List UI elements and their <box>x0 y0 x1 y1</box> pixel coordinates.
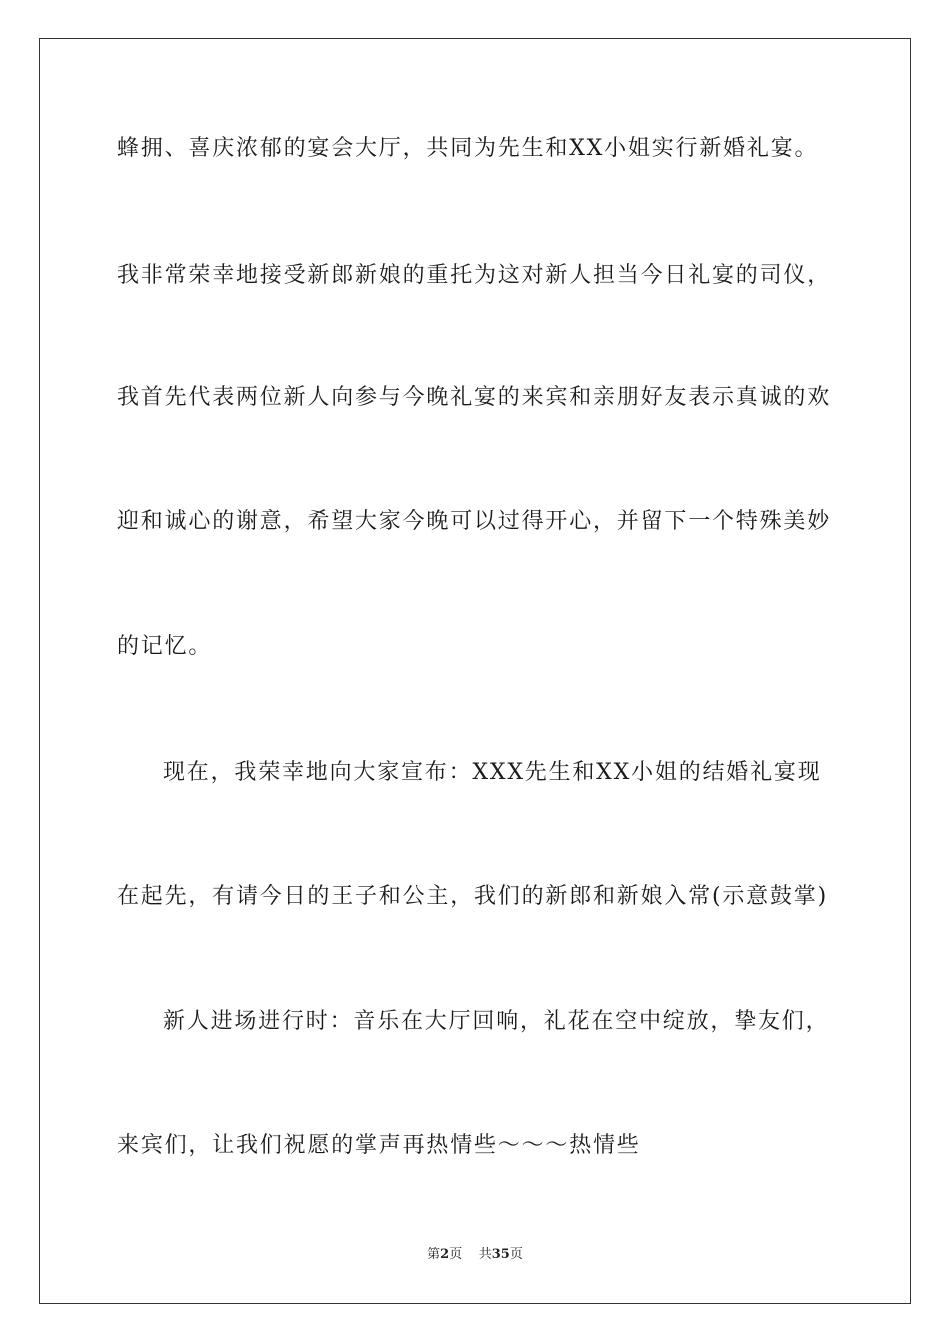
body-text-line-5: 的记忆。 <box>117 634 213 659</box>
page-suffix: 页 <box>449 1247 463 1262</box>
page-footer <box>0 1246 950 1264</box>
body-text-line-8: 新人进场进行时：音乐在大厅回响，礼花在空中绽放，挚友们， <box>163 1009 830 1034</box>
page-border <box>39 38 911 1304</box>
total-suffix: 页 <box>509 1247 523 1262</box>
total-pages: 35 <box>491 1247 510 1262</box>
body-text-line-6: 现在，我荣幸地向大家宣布：XXX先生和XX小姐的结婚礼宴现 <box>163 760 822 785</box>
body-text-line-3: 我首先代表两位新人向参与今晚礼宴的来宾和亲朋好友表示真诚的欢 <box>117 385 832 410</box>
body-text-line-7: 在起先，有请今日的王子和公主，我们的新郎和新娘入常(示意鼓掌) <box>117 884 828 909</box>
page-number: 2 <box>440 1247 450 1262</box>
page-prefix: 第 <box>427 1247 441 1262</box>
body-text-line-4: 迎和诚心的谢意，希望大家今晚可以过得开心，并留下一个特殊美妙 <box>117 509 832 534</box>
body-text-line-2: 我非常荣幸地接受新郎新娘的重托为这对新人担当今日礼宴的司仪， <box>117 263 832 288</box>
body-text-line-9: 来宾们，让我们祝愿的掌声再热情些～～～热情些 <box>117 1133 641 1158</box>
body-text-line-1: 蜂拥、喜庆浓郁的宴会大厅，共同为先生和XX小姐实行新婚礼宴。 <box>117 136 819 161</box>
total-prefix: 共 <box>478 1247 492 1262</box>
